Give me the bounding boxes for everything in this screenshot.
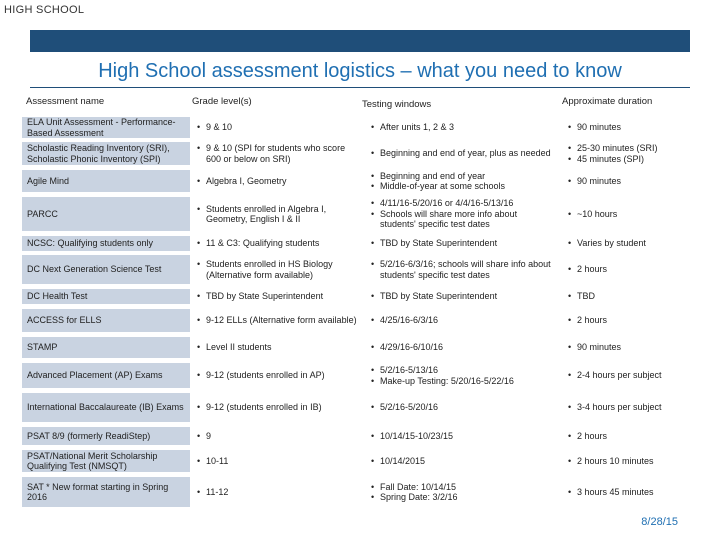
assessment-name: SAT * New format starting in Spring 2016 <box>27 481 169 502</box>
duration-bullet: • TBD <box>568 291 708 302</box>
grade-bullet: • TBD by State Superintendent <box>197 291 357 302</box>
window-bullet: • After units 1, 2 & 3 <box>371 122 551 133</box>
assessment-name: ACCESS for ELLS <box>27 315 102 326</box>
grade-cell <box>197 291 357 302</box>
grade-cell <box>197 143 357 164</box>
assessment-name: PSAT/National Merit Scholarship Qualifying Test (NMSQT) <box>27 450 158 471</box>
grade-cell <box>197 487 357 498</box>
window-bullet: • 4/29/16-6/10/16 <box>371 342 551 353</box>
window-cell <box>371 291 551 302</box>
duration-cell <box>568 342 708 353</box>
duration-bullet: • 90 minutes <box>568 122 708 133</box>
grade-bullet: • Students enrolled in HS Biology (Alternative form available) <box>197 259 357 280</box>
assessment-name: Scholastic Reading Inventory (SRI), Scholastic Phonic Inventory (SPI) <box>27 143 170 164</box>
assessment-name: Advanced Placement (AP) Exams <box>27 370 163 381</box>
duration-cell <box>568 431 708 442</box>
duration-cell <box>568 370 708 381</box>
duration-bullet: • ~10 hours <box>568 209 708 220</box>
duration-cell <box>568 315 708 326</box>
window-bullet: • 4/11/16-5/20/16 or 4/4/16-5/13/16 <box>371 198 551 209</box>
duration-bullet: • 2 hours <box>568 264 708 275</box>
duration-bullet: • 45 minutes (SPI) <box>568 154 708 165</box>
duration-bullet: • 90 minutes <box>568 176 708 187</box>
assessment-name: ELA Unit Assessment - Performance-Based Assessment <box>27 117 176 138</box>
window-bullet: • 4/25/16-6/3/16 <box>371 315 551 326</box>
window-bullet: • TBD by State Superintendent <box>371 238 551 249</box>
grade-cell <box>197 176 357 187</box>
assessment-name: PARCC <box>27 208 58 219</box>
grade-bullet: • 9 & 10 <box>197 122 357 133</box>
grade-bullet: • Level II students <box>197 342 357 353</box>
duration-cell <box>568 264 708 275</box>
grade-bullet: • Algebra I, Geometry <box>197 176 357 187</box>
grade-bullet: • Students enrolled in Algebra I, Geometry, English I & II <box>197 204 357 225</box>
footer-date: 8/28/15 <box>641 516 678 528</box>
grade-cell <box>197 204 357 225</box>
duration-bullet: • 2 hours <box>568 431 708 442</box>
grade-cell <box>197 342 357 353</box>
window-cell <box>371 238 551 249</box>
duration-cell <box>568 487 708 498</box>
grade-bullet: • 9-12 (students enrolled in IB) <box>197 402 357 413</box>
duration-cell <box>568 402 708 413</box>
window-cell <box>371 315 551 326</box>
window-cell <box>371 148 551 159</box>
grade-cell <box>197 456 357 467</box>
window-bullet: • 5/2/16-6/3/16; schools will share info about students' specific test dates <box>371 259 551 280</box>
duration-bullet: • 90 minutes <box>568 342 708 353</box>
column-header-window: Testing windows <box>362 99 432 110</box>
assessment-name: STAMP <box>27 342 58 353</box>
duration-bullet: • 25-30 minutes (SRI) <box>568 143 708 154</box>
column-header-duration: Approximate duration <box>562 96 653 107</box>
duration-cell <box>568 143 708 164</box>
window-bullet: • TBD by State Superintendent <box>371 291 551 302</box>
column-header-name: Assessment name <box>26 96 105 107</box>
window-bullet: • Spring Date: 3/2/16 <box>371 492 551 503</box>
grade-bullet: • 11-12 <box>197 487 357 498</box>
header-label: HIGH SCHOOL <box>4 4 85 16</box>
grade-cell <box>197 431 357 442</box>
window-cell <box>371 122 551 133</box>
window-cell <box>371 431 551 442</box>
column-header-grade: Grade level(s) <box>192 96 252 107</box>
grade-cell <box>197 259 357 280</box>
duration-bullet: • 2 hours 10 minutes <box>568 456 708 467</box>
grade-bullet: • 10-11 <box>197 456 357 467</box>
grade-cell <box>197 402 357 413</box>
duration-cell <box>568 238 708 249</box>
window-cell <box>371 456 551 467</box>
grade-bullet: • 11 & C3: Qualifying students <box>197 238 357 249</box>
grade-cell <box>197 370 357 381</box>
duration-bullet: • 2 hours <box>568 315 708 326</box>
duration-bullet: • 3 hours 45 minutes <box>568 487 708 498</box>
grade-bullet: • 9 & 10 (SPI for students who score 600 or below on SRI) <box>197 143 357 164</box>
grade-bullet: • 9-12 ELLs (Alternative form available) <box>197 315 357 326</box>
grade-cell <box>197 238 357 249</box>
assessment-name: NCSC: Qualifying students only <box>27 238 154 249</box>
duration-cell <box>568 291 708 302</box>
window-bullet: • Beginning and end of year, plus as needed <box>371 148 551 159</box>
grade-cell <box>197 315 357 326</box>
window-bullet: • 5/2/16-5/13/16 <box>371 365 551 376</box>
window-bullet: • 10/14/2015 <box>371 456 551 467</box>
title-divider <box>30 87 690 88</box>
duration-cell <box>568 456 708 467</box>
window-cell <box>371 171 551 192</box>
window-cell <box>371 259 551 280</box>
page-title: High School assessment logistics – what you need to know <box>98 60 622 82</box>
grade-cell <box>197 122 357 133</box>
window-bullet: • Make-up Testing: 5/20/16-5/22/16 <box>371 376 551 387</box>
window-bullet: • 5/2/16-5/20/16 <box>371 402 551 413</box>
duration-cell <box>568 209 708 220</box>
duration-cell <box>568 122 708 133</box>
assessment-name: PSAT 8/9 (formerly ReadiStep) <box>27 430 151 441</box>
grade-bullet: • 9 <box>197 431 357 442</box>
window-bullet: • Beginning and end of year <box>371 171 551 182</box>
window-bullet: • Fall Date: 10/14/15 <box>371 482 551 493</box>
title-banner <box>30 30 690 52</box>
assessment-name: DC Next Generation Science Test <box>27 264 162 275</box>
window-cell <box>371 198 551 230</box>
window-cell <box>371 402 551 413</box>
window-cell <box>371 482 551 503</box>
grade-bullet: • 9-12 (students enrolled in AP) <box>197 370 357 381</box>
window-bullet: • 10/14/15-10/23/15 <box>371 431 551 442</box>
duration-cell <box>568 176 708 187</box>
assessment-name: International Baccalaureate (IB) Exams <box>27 402 184 413</box>
window-bullet: • Middle-of-year at some schools <box>371 181 551 192</box>
window-bullet: • Schools will share more info about students' specific test dates <box>371 209 551 230</box>
duration-bullet: • Varies by student <box>568 238 708 249</box>
window-cell <box>371 342 551 353</box>
assessment-name: Agile Mind <box>27 175 70 186</box>
window-cell <box>371 365 551 386</box>
duration-bullet: • 2-4 hours per subject <box>568 370 708 381</box>
duration-bullet: • 3-4 hours per subject <box>568 402 708 413</box>
assessment-name: DC Health Test <box>27 291 88 302</box>
